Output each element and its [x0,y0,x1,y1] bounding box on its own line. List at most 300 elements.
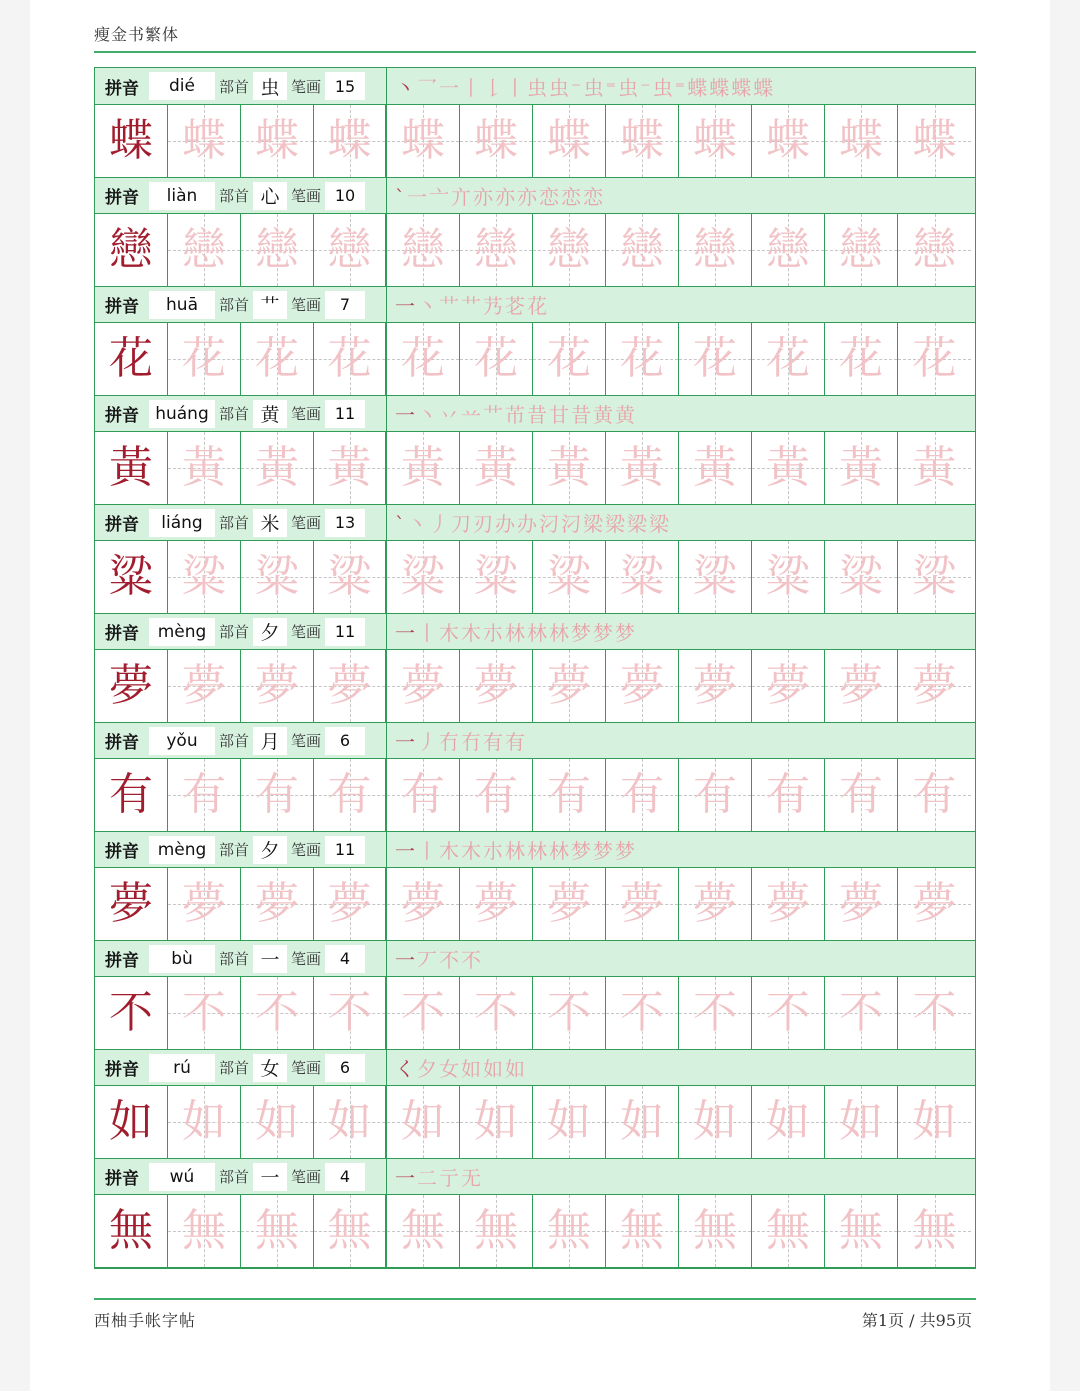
stroke-step: 艹 [439,294,461,318]
trace-box[interactable] [241,977,314,1049]
trace-box[interactable] [314,1086,387,1158]
trace-character: 黃 [255,442,299,493]
trace-box[interactable] [241,432,314,504]
stroke-step: 如 [461,1057,483,1081]
stroke-count-value: 7 [325,291,365,319]
stroke-step: 芇 [505,403,527,427]
char-meta [95,396,387,431]
trace-box[interactable] [387,759,460,831]
trace-box[interactable] [460,323,533,395]
stroke-step: 朩 [483,839,505,863]
trace-box[interactable] [314,977,387,1049]
trace-box[interactable] [679,759,752,831]
trace-box[interactable] [387,868,460,940]
trace-box[interactable] [679,650,752,722]
trace-box[interactable] [606,759,679,831]
worksheet-page [30,0,1050,1391]
stroke-step: 一 [395,730,417,754]
trace-box[interactable] [168,977,241,1049]
trace-box[interactable] [533,323,606,395]
stroke-step: 一 [395,948,417,972]
trace-box[interactable] [898,214,971,286]
stroke-step: 汈 [539,512,561,536]
trace-character: 花 [693,333,737,384]
stroke-step: 丷 [439,403,461,427]
trace-box[interactable] [898,323,971,395]
trace-character: 如 [255,1096,299,1147]
trace-box[interactable] [314,432,387,504]
radical-label: 部首 [218,514,249,532]
char-meta [95,287,387,322]
stroke-step: 丨 [461,75,483,100]
stroke-step: 一 [395,403,417,427]
trace-character: 有 [620,769,664,820]
trace-box[interactable] [387,1195,460,1267]
trace-box[interactable] [314,650,387,722]
trace-box[interactable] [168,1086,241,1158]
char-meta [95,505,387,540]
char-info-row [95,613,975,649]
trace-box[interactable] [679,1086,752,1158]
stroke-step: 亣 [451,185,473,209]
trace-box[interactable] [241,650,314,722]
stroke-step: 林 [549,839,571,863]
trace-character: 戀 [839,224,883,275]
trace-box[interactable] [168,650,241,722]
pinyin-value: liàn [149,182,215,210]
trace-character: 蝶 [693,115,737,166]
trace-box[interactable] [898,1086,971,1158]
trace-box[interactable] [533,432,606,504]
trace-box[interactable] [679,214,752,286]
char-meta [95,1050,387,1085]
trace-box[interactable] [168,323,241,395]
radical-value: 夕 [253,618,287,646]
model-character: 黃 [109,442,153,493]
trace-character: 粱 [327,551,372,602]
trace-character: 黃 [766,442,810,493]
pinyin-value: mèng [149,836,215,864]
trace-character: 不 [255,987,299,1038]
stroke-step: 一 [395,294,417,318]
trace-character: 夢 [766,660,810,711]
trace-character: 黃 [474,442,518,493]
trace-character: 粱 [912,551,957,602]
trace-character: 夢 [401,660,445,711]
trace-box[interactable] [168,868,241,940]
trace-character: 夢 [182,878,226,929]
pinyin-label: 拼音 [105,297,139,317]
trace-box[interactable] [533,1086,606,1158]
trace-box[interactable] [898,868,971,940]
stroke-step: 𠄌 [483,75,505,100]
trace-box[interactable] [752,323,825,395]
stroke-step: 恋 [539,185,561,209]
trace-character: 黃 [327,442,372,493]
stroke-step: 夕 [417,1057,439,1081]
trace-character: 夢 [547,878,591,929]
trace-box[interactable] [460,105,533,177]
trace-box[interactable] [752,759,825,831]
trace-box[interactable] [241,323,314,395]
stroke-step: 林 [505,621,527,645]
trace-box[interactable] [752,541,825,613]
model-character: 粱 [109,551,153,602]
stroke-step: 虫⁻ [618,75,653,100]
stroke-step: 不 [461,948,483,972]
trace-box[interactable] [460,1086,533,1158]
char-info-row [95,722,975,758]
trace-box[interactable] [679,105,752,177]
trace-box[interactable] [606,214,679,286]
pinyin-value: bù [149,945,215,973]
stroke-step: 丶 [417,294,439,318]
stroke-step: 梁 [627,512,649,536]
trace-character: 無 [182,1205,226,1256]
trace-box[interactable] [825,105,898,177]
trace-box[interactable] [898,105,971,177]
stroke-order-sequence [387,835,975,864]
trace-box[interactable] [314,541,387,613]
trace-box[interactable] [460,214,533,286]
trace-box[interactable] [533,868,606,940]
trace-character: 夢 [474,878,518,929]
stroke-step: 蝶 [709,75,732,100]
trace-character: 戀 [766,224,810,275]
trace-character: 黃 [182,442,226,493]
trace-character: 夢 [182,660,226,711]
trace-box[interactable] [825,759,898,831]
trace-character: 不 [547,987,591,1038]
trace-box[interactable] [168,214,241,286]
trace-box[interactable] [898,650,971,722]
trace-character: 黃 [620,442,664,493]
stroke-count-label: 笔画 [290,514,321,532]
trace-character: 不 [839,987,883,1038]
trace-box[interactable] [898,432,971,504]
stroke-step: 二 [417,1166,439,1190]
stroke-order-sequence [387,508,975,537]
trace-box[interactable] [533,759,606,831]
trace-box[interactable] [168,541,241,613]
stroke-step: 黄 [593,403,615,427]
trace-box[interactable] [168,1195,241,1267]
stroke-step: 林 [549,621,571,645]
trace-box[interactable] [898,1195,971,1267]
stroke-step: 恋 [583,185,605,209]
model-character: 戀 [109,224,153,275]
trace-box[interactable] [825,214,898,286]
trace-box[interactable] [533,214,606,286]
trace-box[interactable] [679,868,752,940]
trace-box[interactable] [387,214,460,286]
stroke-step: 丆 [417,948,439,972]
pinyin-label: 拼音 [105,951,139,971]
stroke-count-label: 笔画 [290,77,321,96]
stroke-step: 林 [527,839,549,863]
trace-box[interactable] [387,1086,460,1158]
trace-box[interactable] [387,105,460,177]
trace-character: 夢 [839,878,883,929]
radical-label: 部首 [218,405,249,423]
trace-box[interactable] [241,214,314,286]
trace-character: 無 [766,1205,810,1256]
trace-box[interactable] [533,541,606,613]
trace-character: 花 [327,333,372,384]
trace-character: 有 [693,769,737,820]
stroke-count-label: 笔画 [290,841,321,859]
trace-box[interactable] [387,432,460,504]
trace-box[interactable] [825,1086,898,1158]
trace-character: 如 [693,1096,737,1147]
trace-box[interactable] [387,541,460,613]
trace-character: 不 [620,987,664,1038]
stroke-count-value: 4 [325,1163,365,1191]
trace-box[interactable] [533,650,606,722]
trace-character: 花 [766,333,810,384]
trace-character: 無 [620,1205,664,1256]
trace-character: 蝶 [327,115,372,166]
trace-box[interactable] [314,759,387,831]
trace-box[interactable] [168,432,241,504]
trace-character: 夢 [547,660,591,711]
trace-character: 無 [327,1205,372,1256]
stroke-step: 办 [495,512,517,536]
stroke-step: 无 [461,1166,483,1190]
trace-character: 有 [474,769,518,820]
trace-character: 夢 [693,660,737,711]
char-info-row [95,286,975,322]
trace-character: 如 [474,1096,518,1147]
radical-value: 女 [253,1054,287,1082]
pinyin-value: mèng [149,618,215,646]
pinyin-label: 拼音 [105,733,139,753]
trace-box[interactable] [314,1195,387,1267]
practice-grid [94,67,976,1269]
trace-box[interactable] [314,214,387,286]
trace-character: 戀 [693,224,737,275]
trace-character: 戀 [620,224,664,275]
stroke-step: 恋 [561,185,583,209]
stroke-step: 有 [505,730,527,754]
trace-box[interactable] [898,977,971,1049]
trace-character: 花 [255,333,299,384]
trace-character: 不 [182,987,226,1038]
radical-value: 一 [253,1163,287,1191]
trace-box[interactable] [460,759,533,831]
trace-character: 有 [182,769,226,820]
stroke-order-sequence [387,617,975,646]
trace-box[interactable] [533,105,606,177]
trace-character: 黃 [912,442,957,493]
stroke-count-label: 笔画 [290,1168,321,1186]
trace-box[interactable] [606,105,679,177]
pinyin-value: liáng [149,509,215,537]
trace-box[interactable] [314,105,387,177]
radical-value: 米 [253,509,287,537]
pinyin-label: 拼音 [105,1060,139,1080]
practice-row [95,649,975,722]
trace-box[interactable] [679,432,752,504]
trace-character: 不 [474,987,518,1038]
trace-box[interactable] [825,868,898,940]
trace-box[interactable] [752,1086,825,1158]
stroke-step: 一 [439,75,461,100]
trace-box[interactable] [752,214,825,286]
trace-character: 蝶 [182,115,226,166]
trace-box[interactable] [825,1195,898,1267]
radical-value: 夕 [253,836,287,864]
stroke-step: 䒑 [461,403,483,427]
trace-box[interactable] [533,1195,606,1267]
stroke-count-value: 10 [325,182,365,210]
trace-box[interactable] [606,541,679,613]
stroke-step: 有 [483,730,505,754]
trace-box[interactable] [752,105,825,177]
trace-box[interactable] [533,977,606,1049]
trace-box[interactable] [825,323,898,395]
stroke-step: 蝶 [687,75,710,100]
trace-box[interactable] [752,1195,825,1267]
trace-box[interactable] [387,650,460,722]
trace-box[interactable] [606,650,679,722]
trace-character: 無 [839,1205,883,1256]
stroke-count-label: 笔画 [290,732,321,750]
trace-character: 粱 [766,551,810,602]
pinyin-label: 拼音 [105,842,139,862]
trace-box[interactable] [679,541,752,613]
trace-character: 不 [401,987,445,1038]
model-char-box [95,1086,168,1158]
trace-box[interactable] [752,977,825,1049]
trace-box[interactable] [314,323,387,395]
char-info-row [95,1049,975,1085]
trace-character: 如 [327,1096,372,1147]
model-character: 如 [109,1096,153,1147]
radical-label: 部首 [218,1059,249,1077]
trace-character: 如 [182,1096,226,1147]
trace-character: 蝶 [620,115,664,166]
trace-box[interactable] [679,323,752,395]
trace-character: 如 [547,1096,591,1147]
footer-page-info: 第1页 / 共95页 [861,1311,972,1330]
trace-box[interactable] [606,432,679,504]
stroke-step: ` [395,512,407,536]
pinyin-label: 拼音 [105,406,139,426]
radical-value: 艹 [253,291,287,319]
model-character: 有 [109,769,153,820]
trace-character: 蝶 [401,115,445,166]
stroke-step: 亍 [439,1166,461,1190]
stroke-step: 甘 [549,403,571,427]
stroke-order-sequence [387,399,975,428]
practice-row [95,540,975,613]
char-meta [95,68,387,104]
trace-character: 夢 [255,660,299,711]
trace-box[interactable] [460,1195,533,1267]
stroke-count-value: 11 [325,400,365,428]
stroke-step: 昔 [571,403,593,427]
stroke-step: 梦 [593,839,615,863]
trace-box[interactable] [752,432,825,504]
trace-box[interactable] [752,868,825,940]
trace-box[interactable] [314,868,387,940]
trace-box[interactable] [825,541,898,613]
stroke-step: 艿 [483,294,505,318]
trace-character: 夢 [327,878,372,929]
practice-row [95,104,975,177]
trace-box[interactable] [606,323,679,395]
trace-box[interactable] [241,541,314,613]
trace-box[interactable] [679,977,752,1049]
radical-value: 黄 [253,400,287,428]
stroke-step: ` [395,185,407,209]
stroke-step: 虫⁼ [583,75,619,100]
trace-box[interactable] [460,977,533,1049]
trace-box[interactable] [460,868,533,940]
practice-row [95,867,975,940]
char-info-row [95,831,975,867]
trace-box[interactable] [168,759,241,831]
trace-box[interactable] [460,541,533,613]
trace-box[interactable] [898,759,971,831]
model-char-box [95,432,168,504]
trace-box[interactable] [241,1195,314,1267]
trace-box[interactable] [168,105,241,177]
stroke-step: 亠 [429,185,451,209]
stroke-step: 木 [461,839,483,863]
practice-row [95,431,975,504]
stroke-step: 丨 [417,839,439,863]
trace-character: 戀 [912,224,957,275]
stroke-step: 梁 [583,512,605,536]
trace-character: 黃 [401,442,445,493]
trace-box[interactable] [241,1086,314,1158]
trace-character: 黃 [839,442,883,493]
model-character: 無 [109,1205,153,1256]
trace-character: 夢 [401,878,445,929]
stroke-count-label: 笔画 [290,950,321,968]
pinyin-label: 拼音 [105,1169,139,1189]
trace-box[interactable] [460,432,533,504]
trace-character: 如 [620,1096,664,1147]
trace-character: 夢 [766,878,810,929]
trace-box[interactable] [241,868,314,940]
trace-box[interactable] [898,541,971,613]
trace-box[interactable] [606,1086,679,1158]
trace-box[interactable] [387,977,460,1049]
pinyin-label: 拼音 [105,78,139,99]
trace-box[interactable] [606,868,679,940]
stroke-step: 如 [505,1057,527,1081]
radical-label: 部首 [218,1168,249,1186]
trace-box[interactable] [387,323,460,395]
stroke-step: 木 [439,621,461,645]
trace-box[interactable] [460,650,533,722]
trace-box[interactable] [606,1195,679,1267]
trace-box[interactable] [679,1195,752,1267]
trace-box[interactable] [752,650,825,722]
trace-box[interactable] [825,977,898,1049]
trace-box[interactable] [241,759,314,831]
trace-box[interactable] [825,432,898,504]
trace-box[interactable] [825,650,898,722]
model-character: 夢 [109,878,153,929]
trace-box[interactable] [241,105,314,177]
trace-box[interactable] [606,977,679,1049]
model-char-box [95,759,168,831]
pinyin-label: 拼音 [105,515,139,535]
